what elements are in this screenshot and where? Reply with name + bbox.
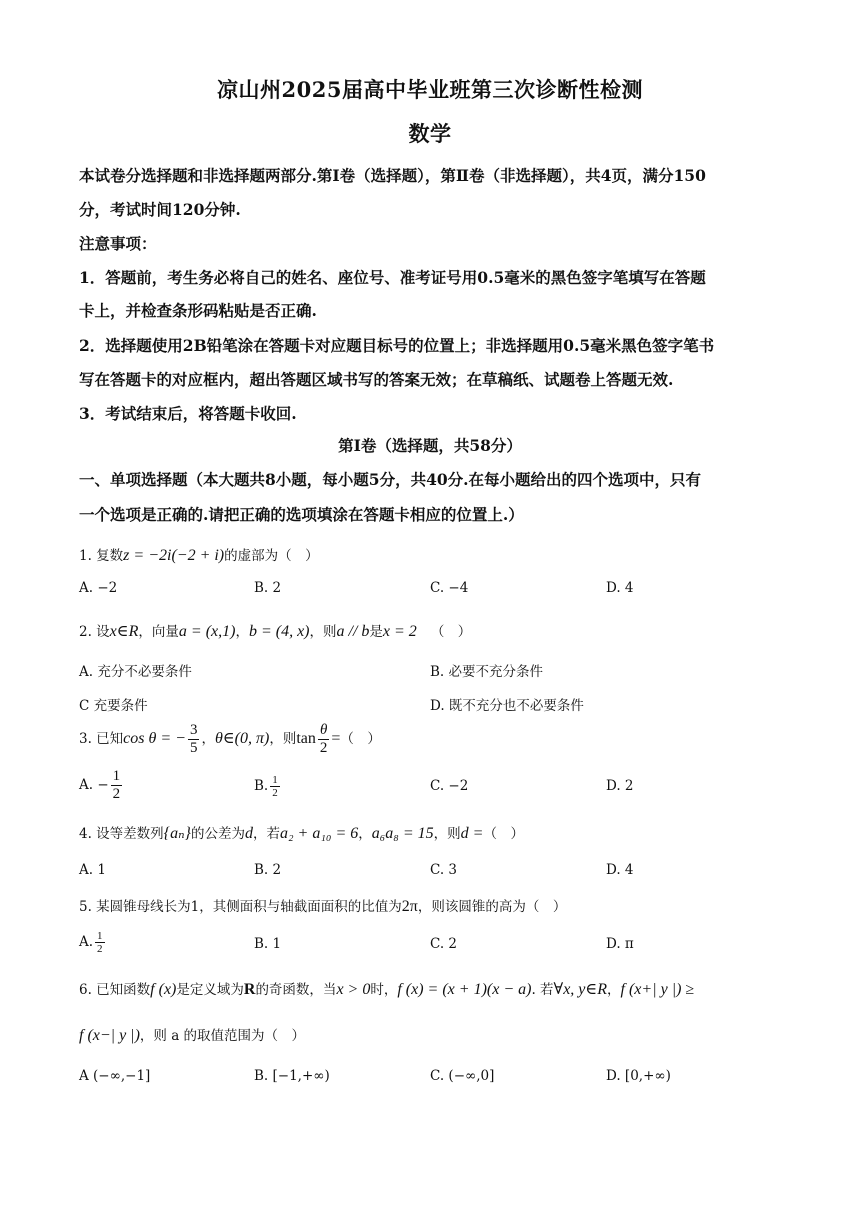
option-d[interactable]: D. 4 (606, 580, 634, 596)
math-expression: ∀x, y∈R (553, 981, 608, 998)
question-6 (79, 978, 694, 999)
math-expression: tan (296, 730, 316, 747)
question-text: ， (235, 624, 249, 640)
section-desc: 一、单项选择题（本大题共8小题，每小题5分，共40分.在每小题给出的四个选项中，只有 (79, 470, 702, 489)
question-text: ，则 (433, 826, 461, 842)
question-text: （ ） (340, 731, 381, 747)
question-2 (79, 620, 471, 641)
option-c[interactable]: C. 3 (430, 862, 458, 878)
subject-title: 数学 (408, 121, 452, 146)
question-text: ，则 (269, 731, 297, 747)
notice-line: 3．考试结束后，将答题卡收回. (79, 404, 297, 423)
question-text: ， (201, 731, 215, 747)
option-a[interactable]: A. $\frac{1}{2}$ (79, 930, 103, 955)
question-text: ，则 (309, 624, 337, 640)
option-a[interactable]: A. 充分不必要条件 (79, 664, 192, 680)
math-expression: d = (460, 825, 484, 842)
question-text: ，若 (252, 826, 280, 842)
math-expression: a₂ + a₁₀ = 6 (279, 825, 359, 842)
option-c[interactable]: C 充要条件 (79, 698, 148, 714)
question-text: . 若 (531, 982, 554, 998)
option-d[interactable]: D. 2 (606, 778, 634, 794)
question-text: ，则该圆锥的高为（ ） (417, 899, 567, 915)
intro-line-1: 本试卷分选择题和非选择题两部分.第Ⅰ卷（选择题），第Ⅱ卷（非选择题），共4页，满分150 (79, 166, 706, 185)
option-d[interactable]: D. 4 (606, 862, 634, 878)
math-expression: d (244, 825, 253, 842)
math-expression: f (x−| y |) (79, 1027, 140, 1044)
question-text: ， (358, 826, 372, 842)
math-expression: x = 2 (382, 623, 417, 640)
option-d[interactable]: D. 既不充分也不必要条件 (430, 698, 584, 714)
math-expression: f (x+| y |) ≥ (620, 981, 695, 998)
math-expression: x∈R (109, 623, 139, 640)
math-expression: x > 0 (336, 981, 371, 998)
fraction: $\frac{1}{2}$ (97, 930, 103, 955)
option-a[interactable]: A. − $\frac{1}{2}$ (79, 768, 121, 802)
option-b[interactable]: B. 2 (254, 580, 282, 596)
option-a[interactable]: A. −2 (79, 580, 118, 596)
option-b[interactable]: B. [−1,+∞) (254, 1068, 330, 1084)
notice-line: 卡上，并检查条形码粘贴是否正确. (79, 301, 317, 320)
section-desc: 一个选项是正确的.请把正确的选项填涂在答题卡相应的位置上.） (79, 505, 524, 524)
math-expression: R (243, 981, 256, 998)
math-expression: z = −2i(−2 + i) (123, 547, 225, 564)
fraction: $\frac{1}{2}$ (272, 774, 278, 799)
question-6-line-2 (79, 1024, 305, 1045)
question-text: 5. 某圆锥母线长为1，其侧面积与轴截面面积的比值为 (79, 899, 402, 915)
option-c[interactable]: C. 2 (430, 936, 458, 952)
math-expression: = (331, 730, 341, 747)
question-1 (79, 544, 319, 565)
question-text: ，则 a 的取值范围为（ ） (139, 1028, 306, 1044)
question-text: 6. 已知函数 (79, 982, 151, 998)
option-a[interactable]: A. 1 (79, 862, 106, 878)
math-expression: θ∈(0, π) (214, 730, 270, 747)
question-text: 的公差为 (190, 826, 245, 842)
question-text: 4. 设等差数列 (79, 826, 164, 842)
question-text: 3. 已知 (79, 731, 124, 747)
math-expression: f (x) = (x + 1)(x − a) (397, 981, 532, 998)
math-expression: 2π (401, 898, 418, 915)
question-text: 的奇函数，当 (255, 982, 337, 998)
question-text: 是 (369, 624, 383, 640)
question-text: ，向量 (138, 624, 179, 640)
option-d[interactable]: D. [0,+∞) (606, 1068, 671, 1084)
question-text: ， (607, 982, 621, 998)
math-expression: f (x) (150, 981, 177, 998)
question-text: 是定义域为 (176, 982, 244, 998)
fraction: $\frac{3}{5}$ (189, 722, 198, 756)
question-text: 的虚部为（ ） (224, 548, 319, 564)
option-b[interactable]: B. 1 (254, 936, 282, 952)
option-c[interactable]: C. −2 (430, 778, 469, 794)
option-b[interactable]: B. 2 (254, 862, 282, 878)
notice-line: 写在答题卡的对应框内，超出答题区域书写的答案无效；在草稿纸、试题卷上答题无效. (79, 370, 674, 389)
question-text: 2. 设 (79, 624, 110, 640)
math-expression: a₆a₈ = 15 (371, 825, 434, 842)
exam-title: 凉山州2025届高中毕业班第三次诊断性检测 (217, 77, 643, 102)
notice-line: 2．选择题使用2B铅笔涂在答题卡对应题目标号的位置上；非选择题用0.5毫米黑色签字笔书 (79, 336, 715, 355)
question-text: （ ） (430, 624, 472, 640)
math-expression: cos θ = − (123, 730, 186, 747)
option-b[interactable]: B. 必要不充分条件 (430, 664, 544, 680)
question-text: （ ） (483, 826, 524, 842)
notice-heading: 注意事项： (79, 234, 157, 253)
math-expression: {aₙ} (163, 825, 191, 842)
fraction: $\frac{1}{2}$ (112, 768, 121, 802)
question-3 (79, 722, 381, 757)
option-b[interactable]: B. $\frac{1}{2}$ (254, 774, 278, 799)
question-text: 1. 复数 (79, 548, 124, 564)
math-expression: b = (4, x) (248, 623, 310, 640)
intro-line-2: 分，考试时间120分钟. (79, 200, 241, 219)
math-expression: a // b (336, 623, 370, 640)
option-d[interactable]: D. π (606, 936, 634, 952)
option-c[interactable]: C. (−∞,0] (430, 1068, 495, 1084)
question-text: 时， (370, 982, 398, 998)
math-expression: a = (x,1) (178, 623, 236, 640)
section-title: 第Ⅰ卷（选择题，共58分） (338, 436, 522, 455)
fraction: $\frac{\theta}{2}$ (319, 722, 328, 756)
option-a[interactable]: A (−∞,−1] (79, 1068, 151, 1084)
question-5 (79, 895, 566, 916)
question-4 (79, 822, 524, 843)
option-c[interactable]: C. −4 (430, 580, 469, 596)
notice-line: 1．答题前，考生务必将自己的姓名、座位号、准考证号用0.5毫米的黑色签字笔填写在答题 (79, 268, 706, 287)
